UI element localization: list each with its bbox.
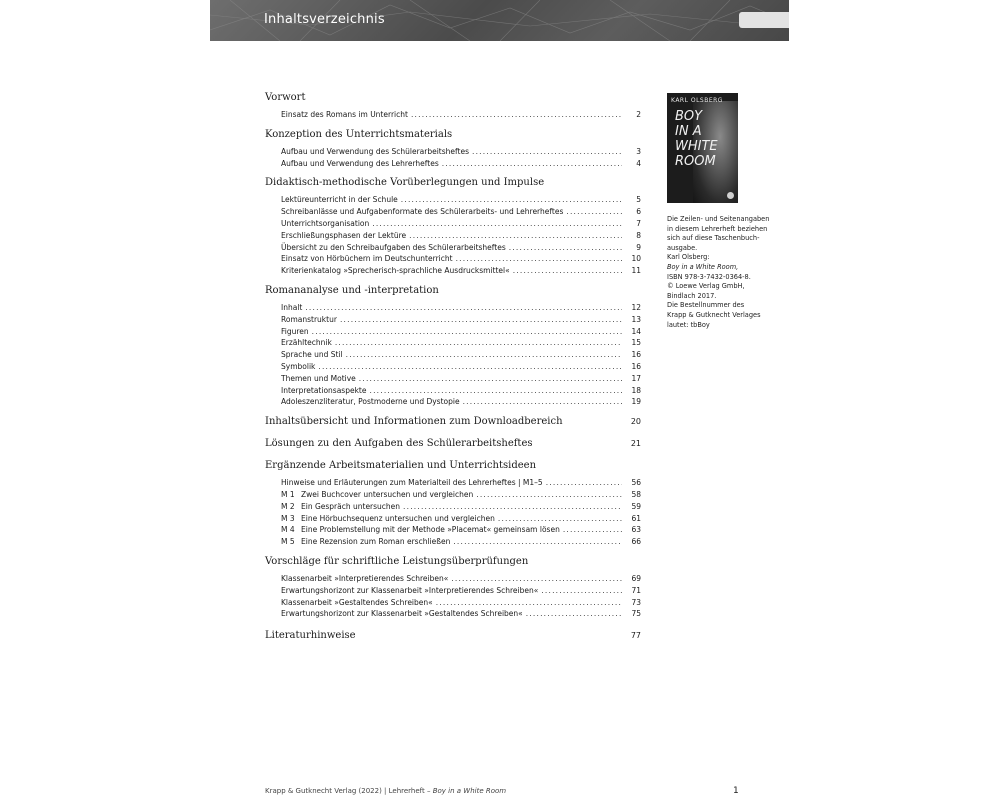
toc-section bbox=[265, 414, 641, 430]
toc-leader-dots bbox=[526, 608, 622, 620]
toc-entry-label: Interpretationsaspekte bbox=[281, 385, 367, 395]
toc-section-title: Vorschläge für schriftliche Leistungsüberprüfungen bbox=[265, 555, 529, 567]
toc-section bbox=[265, 458, 641, 548]
toc-entry[interactable] bbox=[281, 230, 641, 242]
header-tab bbox=[739, 12, 789, 28]
toc-entry-label: Erwartungshorizont zur Klassenarbeit »Gestaltendes Schreiben« bbox=[281, 609, 523, 619]
toc-leader-dots bbox=[359, 373, 622, 385]
toc-entry-page: 8 bbox=[636, 230, 641, 240]
toc-entry-page: 6 bbox=[636, 207, 641, 217]
toc-entry-page: 63 bbox=[631, 525, 641, 535]
toc-entry-label: Klassenarbeit »Gestaltendes Schreiben« bbox=[281, 597, 433, 607]
toc-leader-dots bbox=[318, 361, 622, 373]
toc-entry-page: 59 bbox=[631, 501, 641, 511]
toc-leader-dots bbox=[372, 218, 622, 230]
toc-entry-label: Hinweise und Erläuterungen zum Materialteil des Lehrerheftes | M1–5 bbox=[281, 478, 543, 488]
toc-entry-label: Unterrichtsorganisation bbox=[281, 218, 370, 228]
toc-entry-label: Einsatz des Romans im Unterricht bbox=[281, 110, 408, 119]
toc-leader-dots bbox=[340, 314, 622, 326]
toc-leader-dots bbox=[476, 489, 622, 501]
toc-section-title: Didaktisch-methodische Vorüberlegungen und Impulse bbox=[265, 177, 545, 189]
toc-leader-dots bbox=[563, 524, 622, 536]
toc-section bbox=[265, 554, 641, 620]
toc-section-title: Vorwort bbox=[265, 92, 306, 103]
book-cover bbox=[667, 93, 738, 203]
toc-entry[interactable] bbox=[281, 206, 641, 218]
toc-section bbox=[265, 175, 641, 277]
page-title: Inhaltsverzeichnis bbox=[264, 12, 385, 27]
toc-entry[interactable] bbox=[281, 536, 641, 548]
toc-entry[interactable] bbox=[281, 349, 641, 361]
toc-entry-page: 58 bbox=[631, 489, 641, 499]
toc-entry-label: Schreibanlässe und Aufgabenformate des Schülerarbeits- und Lehrerheftes bbox=[281, 207, 564, 217]
toc-section-title: Romananalyse und -interpretation bbox=[265, 284, 439, 296]
toc-entry-page: 15 bbox=[631, 338, 641, 348]
toc-leader-dots bbox=[403, 501, 622, 513]
toc-section-title: Lösungen zu den Aufgaben des Schülerarbeitsheftes 21 bbox=[265, 438, 641, 450]
toc-leader-dots bbox=[409, 230, 622, 242]
toc-entry[interactable] bbox=[281, 524, 641, 536]
toc-entry-page: 18 bbox=[631, 385, 641, 395]
toc-entry-page: 14 bbox=[631, 326, 641, 336]
toc-entry-label: Eine Hörbuchsequenz untersuchen und vergleichen bbox=[301, 513, 495, 523]
toc-entry-label: Symbolik bbox=[281, 361, 316, 371]
toc-section-title: Konzeption des Unterrichtsmaterials bbox=[265, 128, 453, 140]
toc-leader-dots bbox=[305, 302, 622, 314]
toc-entry-code: M 5 bbox=[281, 537, 295, 547]
toc-leader-dots bbox=[436, 597, 622, 609]
toc-entry[interactable] bbox=[281, 314, 641, 326]
toc-entry-label: Themen und Motive bbox=[281, 373, 356, 383]
toc-entry-page: 69 bbox=[631, 573, 641, 583]
toc-entry[interactable] bbox=[281, 608, 641, 620]
toc-entry[interactable] bbox=[281, 326, 641, 338]
toc-entry[interactable] bbox=[281, 373, 641, 385]
toc-section bbox=[265, 436, 641, 452]
toc-entry-label: Sprache und Stil bbox=[281, 350, 343, 360]
toc-entry-code: M 3 bbox=[281, 513, 295, 523]
toc-entry-page: 75 bbox=[631, 609, 641, 619]
toc-entry-page: 19 bbox=[631, 397, 641, 407]
toc-entry-label: Figuren bbox=[281, 326, 309, 336]
toc-entry-label: Zwei Buchcover untersuchen und vergleichen bbox=[301, 489, 474, 499]
toc-leader-dots bbox=[401, 194, 622, 206]
toc-entry[interactable] bbox=[281, 242, 641, 254]
cover-title: BOY IN A WHITE ROOM bbox=[675, 109, 718, 169]
toc-entry-page: 9 bbox=[636, 242, 641, 252]
toc-entry[interactable] bbox=[281, 302, 641, 314]
toc-entry[interactable] bbox=[281, 253, 641, 265]
toc-leader-dots bbox=[463, 396, 622, 408]
edition-note: Die Zeilen- und Seitenangaben in diesem Lehrerheft beziehen sich auf diese Taschenbuch- ausgabe. Karl Olsberg: Boy in a White Room, ISBN 978-3-7432-0364-8. © Loewe Verlag GmbH, Bindlach 2017. Die Bestellnummer des Krapp & Gutknecht Verlages lautet: tbBoy bbox=[667, 215, 770, 329]
toc-entry-page: 56 bbox=[631, 478, 641, 488]
table-of-contents bbox=[265, 90, 641, 644]
toc-entry[interactable] bbox=[281, 513, 641, 525]
toc-entry-page: 16 bbox=[631, 361, 641, 371]
toc-entry-page: 12 bbox=[631, 302, 641, 312]
toc-leader-dots bbox=[312, 326, 622, 338]
toc-section bbox=[265, 90, 641, 121]
toc-section-title: Ergänzende Arbeitsmaterialien und Unterrichtsideen bbox=[265, 460, 537, 472]
toc-entry[interactable] bbox=[281, 194, 641, 206]
toc-entry-page: 11 bbox=[631, 266, 641, 276]
toc-entry-label: Aufbau und Verwendung des Lehrerheftes bbox=[281, 158, 439, 168]
toc-section-title: Literaturhinweise 77 bbox=[265, 630, 641, 642]
toc-entry-page: 61 bbox=[631, 513, 641, 523]
toc-leader-dots bbox=[453, 536, 622, 548]
toc-entry-page: 3 bbox=[636, 146, 641, 156]
toc-entry-code: M 4 bbox=[281, 525, 295, 535]
toc-leader-dots bbox=[411, 109, 622, 121]
toc-entry-label: Erschließungsphasen der Lektüre bbox=[281, 230, 407, 240]
toc-leader-dots bbox=[498, 513, 622, 525]
toc-entry[interactable] bbox=[281, 109, 641, 121]
toc-leader-dots bbox=[335, 337, 622, 349]
publisher-logo-icon bbox=[727, 192, 734, 199]
page-number: 1 bbox=[733, 786, 739, 796]
toc-section bbox=[265, 127, 641, 170]
toc-entry[interactable] bbox=[281, 265, 641, 277]
toc-leader-dots bbox=[509, 242, 622, 254]
toc-leader-dots bbox=[451, 573, 622, 585]
toc-section-title: Inhaltsübersicht und Informationen zum Downloadbereich 20 bbox=[265, 416, 641, 428]
toc-entry-page: 2 bbox=[636, 110, 641, 119]
toc-leader-dots bbox=[456, 253, 622, 265]
toc-entry-page: 4 bbox=[636, 158, 641, 168]
toc-entry-label: Aufbau und Verwendung des Schülerarbeitsheftes bbox=[281, 146, 469, 156]
toc-leader-dots bbox=[566, 206, 622, 218]
toc-entry[interactable] bbox=[281, 585, 641, 597]
toc-section bbox=[265, 628, 641, 644]
toc-entry-label: Ein Gespräch untersuchen bbox=[301, 501, 401, 511]
toc-entry-label: Inhalt bbox=[281, 302, 303, 312]
toc-entry[interactable] bbox=[281, 477, 641, 489]
toc-entry-page: 13 bbox=[631, 314, 641, 324]
toc-entry-label: Erwartungshorizont zur Klassenarbeit »Interpretierendes Schreiben« bbox=[281, 585, 539, 595]
toc-entry-label: Eine Problemstellung mit der Methode »Placemat« gemeinsam lösen bbox=[301, 525, 560, 535]
toc-leader-dots bbox=[541, 585, 622, 597]
cover-author: KARL OLSBERG bbox=[671, 97, 723, 104]
toc-leader-dots bbox=[370, 385, 623, 397]
page-footer: Krapp & Gutknecht Verlag (2022) | Lehrerheft – Boy in a White Room bbox=[265, 787, 507, 795]
toc-section bbox=[265, 283, 641, 408]
toc-entry-page: 7 bbox=[636, 218, 641, 228]
toc-leader-dots bbox=[472, 146, 622, 158]
toc-entry[interactable] bbox=[281, 385, 641, 397]
toc-entry[interactable] bbox=[281, 597, 641, 609]
toc-entry-label: Erzähltechnik bbox=[281, 338, 332, 348]
toc-entry[interactable] bbox=[281, 218, 641, 230]
toc-entry-label: Romanstruktur bbox=[281, 314, 337, 324]
toc-entry[interactable] bbox=[281, 146, 641, 158]
toc-entry-label: Einsatz von Hörbüchern im Deutschunterricht bbox=[281, 254, 453, 264]
toc-entry-label: Klassenarbeit »Interpretierendes Schreiben« bbox=[281, 573, 449, 583]
toc-entry-label: Adoleszenzliteratur, Postmoderne und Dystopie bbox=[281, 397, 460, 407]
toc-leader-dots bbox=[513, 265, 622, 277]
toc-leader-dots bbox=[442, 158, 622, 170]
toc-entry[interactable] bbox=[281, 361, 641, 373]
toc-entry[interactable] bbox=[281, 396, 641, 408]
toc-entry-page: 17 bbox=[631, 373, 641, 383]
toc-entry-page: 71 bbox=[631, 585, 641, 595]
toc-entry[interactable] bbox=[281, 489, 641, 501]
toc-entry-page: 73 bbox=[631, 597, 641, 607]
toc-entry-page: 10 bbox=[631, 254, 641, 264]
toc-entry-label: Übersicht zu den Schreibaufgaben des Schülerarbeitsheftes bbox=[281, 242, 506, 252]
toc-entry-page: 16 bbox=[631, 350, 641, 360]
toc-entry-page: 5 bbox=[636, 195, 641, 205]
toc-entry-code: M 2 bbox=[281, 501, 295, 511]
toc-leader-dots bbox=[546, 477, 622, 489]
toc-entry[interactable] bbox=[281, 158, 641, 170]
toc-entry-page: 66 bbox=[631, 537, 641, 547]
toc-entry-label: Eine Rezension zum Roman erschließen bbox=[301, 537, 451, 547]
sidebar bbox=[667, 93, 772, 330]
toc-entry[interactable] bbox=[281, 337, 641, 349]
page-header bbox=[210, 0, 789, 41]
toc-entry-label: Lektüreunterricht in der Schule bbox=[281, 195, 398, 205]
toc-entry[interactable] bbox=[281, 573, 641, 585]
toc-entry-code: M 1 bbox=[281, 489, 295, 499]
toc-entry[interactable] bbox=[281, 501, 641, 513]
toc-entry-label: Kriterienkatalog »Sprecherisch-sprachliche Ausdrucksmittel« bbox=[281, 266, 510, 276]
toc-leader-dots bbox=[346, 349, 622, 361]
